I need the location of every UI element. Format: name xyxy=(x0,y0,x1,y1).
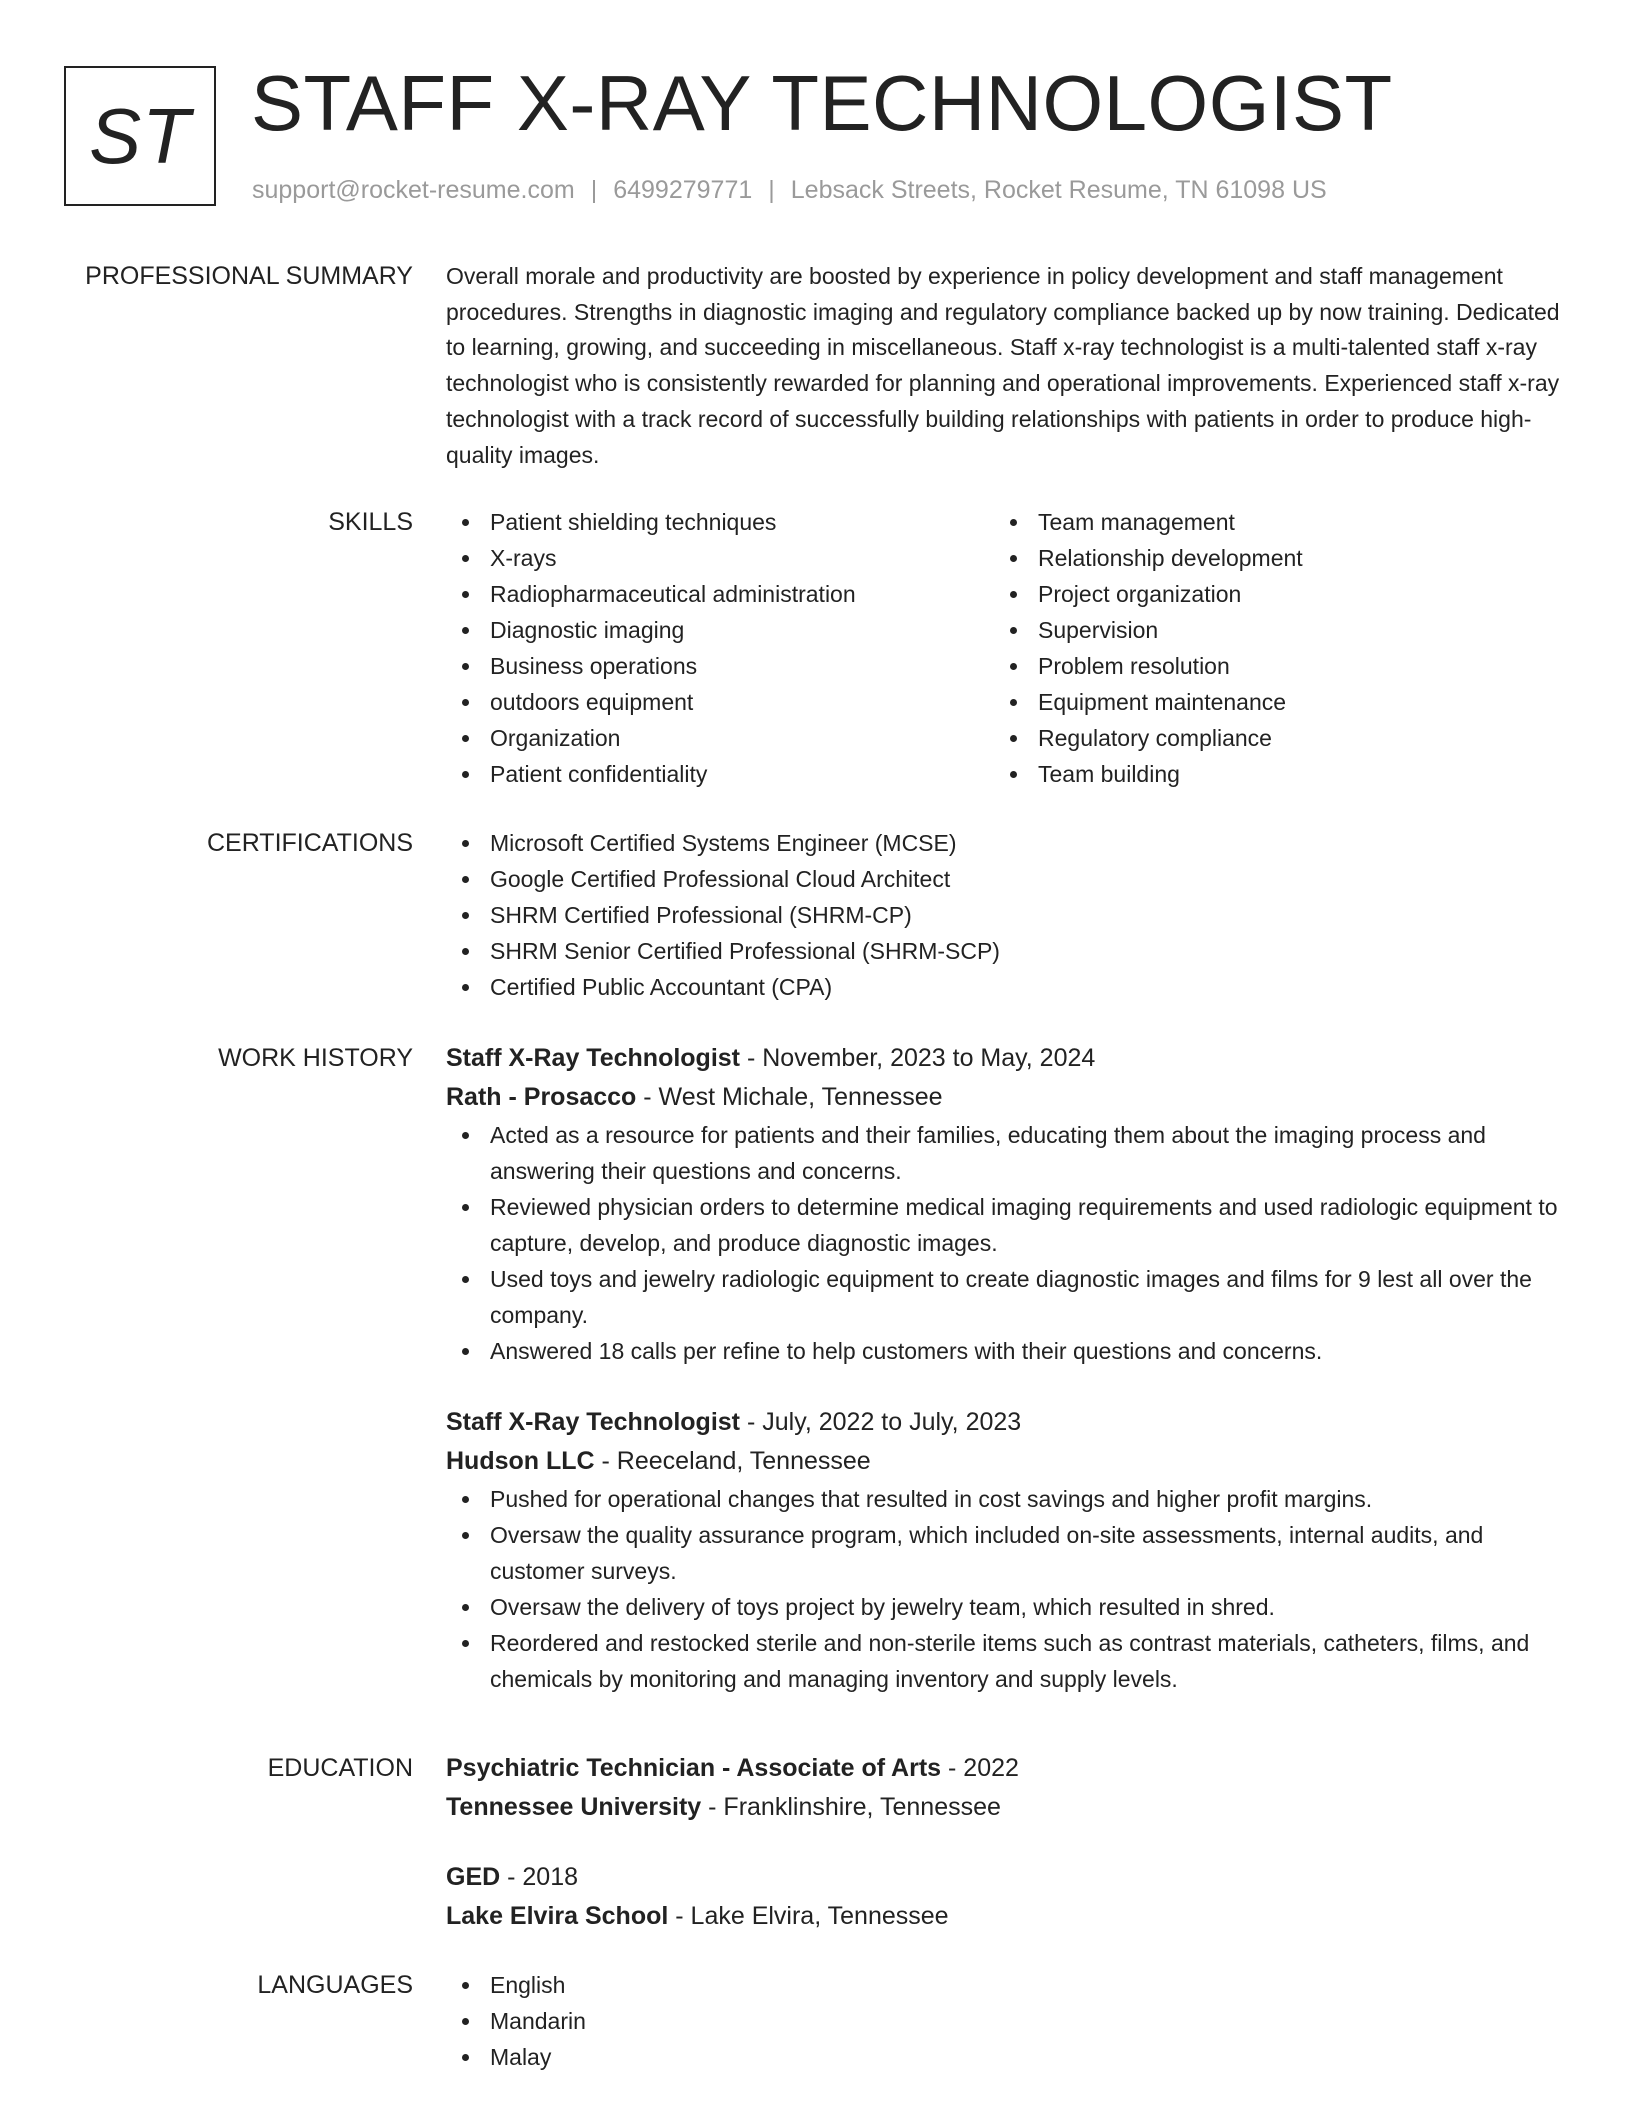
monogram-logo: ST xyxy=(64,66,216,206)
job-title-line xyxy=(446,1039,1566,1078)
section-label-languages: LANGUAGES xyxy=(257,1971,413,1999)
list-item: Team management xyxy=(994,504,1554,540)
education-school: Tennessee University xyxy=(446,1793,702,1821)
list-item: Supervision xyxy=(994,612,1554,648)
contact-separator: | xyxy=(590,176,598,204)
list-item: Certified Public Accountant (CPA) xyxy=(446,969,1566,1005)
list-item: Malay xyxy=(446,2039,1566,2075)
education-degree-line xyxy=(446,1749,1566,1788)
contact-separator: | xyxy=(768,176,775,204)
contact-email[interactable]: support@rocket-resume.com xyxy=(252,176,575,204)
certifications-body xyxy=(446,825,1566,1005)
list-item: Radiopharmaceutical administration xyxy=(446,576,994,612)
education-school-line xyxy=(446,1788,1566,1827)
education-location: - Lake Elvira, Tennessee xyxy=(668,1902,949,1930)
job-bullets xyxy=(446,1481,1566,1697)
list-item: Relationship development xyxy=(994,540,1554,576)
list-item: outdoors equipment xyxy=(446,684,994,720)
skills-list-left xyxy=(446,504,994,792)
job-dates: - November, 2023 to May, 2024 xyxy=(740,1044,1096,1072)
education-location: - Franklinshire, Tennessee xyxy=(701,1793,1001,1821)
education-degree: GED xyxy=(446,1863,501,1891)
list-item: Organization xyxy=(446,720,994,756)
list-item: Microsoft Certified Systems Engineer (MCSE) xyxy=(446,825,1566,861)
work-body xyxy=(446,1039,1566,1697)
job-entry xyxy=(446,1039,1566,1369)
contact-phone[interactable]: 6499279771 xyxy=(613,176,753,204)
job-company-line xyxy=(446,1078,1566,1117)
languages-body xyxy=(446,1967,1566,2075)
education-degree-line xyxy=(446,1858,1566,1897)
list-item: Patient shielding techniques xyxy=(446,504,994,540)
section-label-work: WORK HISTORY xyxy=(218,1044,413,1072)
list-item: English xyxy=(446,1967,1566,2003)
page-title: STAFF X-RAY TECHNOLOGIST xyxy=(251,59,1393,147)
contact-line xyxy=(252,172,1327,208)
list-item: X-rays xyxy=(446,540,994,576)
job-title: Staff X-Ray Technologist xyxy=(446,1408,741,1436)
job-company: Hudson LLC xyxy=(446,1447,595,1475)
education-degree: Psychiatric Technician - Associate of Arts xyxy=(446,1754,942,1782)
summary-body xyxy=(446,259,1566,473)
job-title-line xyxy=(446,1403,1566,1442)
section-label-skills: SKILLS xyxy=(328,508,413,536)
education-year: - 2022 xyxy=(941,1754,1019,1782)
list-item: Used toys and jewelry radiologic equipment to create diagnostic images and films for 9 lest all over the company. xyxy=(446,1261,1566,1333)
list-item: Reordered and restocked sterile and non-sterile items such as contrast materials, catheters, films, and chemicals by monitoring and managing inventory and supply levels. xyxy=(446,1625,1566,1697)
education-school: Lake Elvira School xyxy=(446,1902,669,1930)
list-item: Patient confidentiality xyxy=(446,756,994,792)
list-item: Diagnostic imaging xyxy=(446,612,994,648)
job-entry xyxy=(446,1403,1566,1697)
summary-text: Overall morale and productivity are boosted by experience in policy development and staff management procedures. Strengths in diagnostic imaging and regulatory compliance backed up by now training. Dedicated to learning, growing, and succeeding in miscellaneous. Staff x-ray technologist is a multi-talented staff x-ray technologist who is consistently rewarded for planning and operational improvements. Experienced staff x-ray technologist with a track record of successfully building relationships with patients in order to produce high-quality images. xyxy=(446,263,1560,468)
education-entry xyxy=(446,1858,1566,1936)
list-item: Acted as a resource for patients and their families, educating them about the imaging process and answering their questions and concerns. xyxy=(446,1117,1566,1189)
job-dates: - July, 2022 to July, 2023 xyxy=(740,1408,1022,1436)
list-item: Project organization xyxy=(994,576,1554,612)
list-item: Regulatory compliance xyxy=(994,720,1554,756)
job-title: Staff X-Ray Technologist xyxy=(446,1044,741,1072)
list-item: Oversaw the quality assurance program, which included on-site assessments, internal audits, and customer surveys. xyxy=(446,1517,1566,1589)
list-item: Reviewed physician orders to determine medical imaging requirements and used radiologic equipment to capture, develop, and produce diagnostic images. xyxy=(446,1189,1566,1261)
list-item: Problem resolution xyxy=(994,648,1554,684)
list-item: Google Certified Professional Cloud Architect xyxy=(446,861,1566,897)
section-label-education: EDUCATION xyxy=(267,1754,413,1782)
list-item: Oversaw the delivery of toys project by jewelry team, which resulted in shred. xyxy=(446,1589,1566,1625)
list-item: Pushed for operational changes that resulted in cost savings and higher profit margins. xyxy=(446,1481,1566,1517)
contact-address: Lebsack Streets, Rocket Resume, TN 61098 US xyxy=(790,176,1327,204)
section-label-summary: PROFESSIONAL SUMMARY xyxy=(85,262,413,290)
job-company: Rath - Prosacco xyxy=(446,1083,637,1111)
list-item: SHRM Certified Professional (SHRM-CP) xyxy=(446,897,1566,933)
languages-list xyxy=(446,1967,1566,2075)
list-item: Equipment maintenance xyxy=(994,684,1554,720)
education-body xyxy=(446,1749,1566,1936)
job-location: - Reeceland, Tennessee xyxy=(594,1447,871,1475)
job-bullets xyxy=(446,1117,1566,1369)
job-location: - West Michale, Tennessee xyxy=(636,1083,943,1111)
job-company-line xyxy=(446,1442,1566,1481)
list-item: Team building xyxy=(994,756,1554,792)
list-item: Mandarin xyxy=(446,2003,1566,2039)
skills-body xyxy=(446,504,1566,792)
section-label-certifications: CERTIFICATIONS xyxy=(206,829,413,857)
education-year: - 2018 xyxy=(500,1863,579,1891)
list-item: Answered 18 calls per refine to help customers with their questions and concerns. xyxy=(446,1333,1566,1369)
list-item: SHRM Senior Certified Professional (SHRM-SCP) xyxy=(446,933,1566,969)
skills-list-right xyxy=(994,504,1554,792)
education-school-line xyxy=(446,1897,1566,1936)
certifications-list xyxy=(446,825,1566,1005)
education-entry xyxy=(446,1749,1566,1827)
list-item: Business operations xyxy=(446,648,994,684)
